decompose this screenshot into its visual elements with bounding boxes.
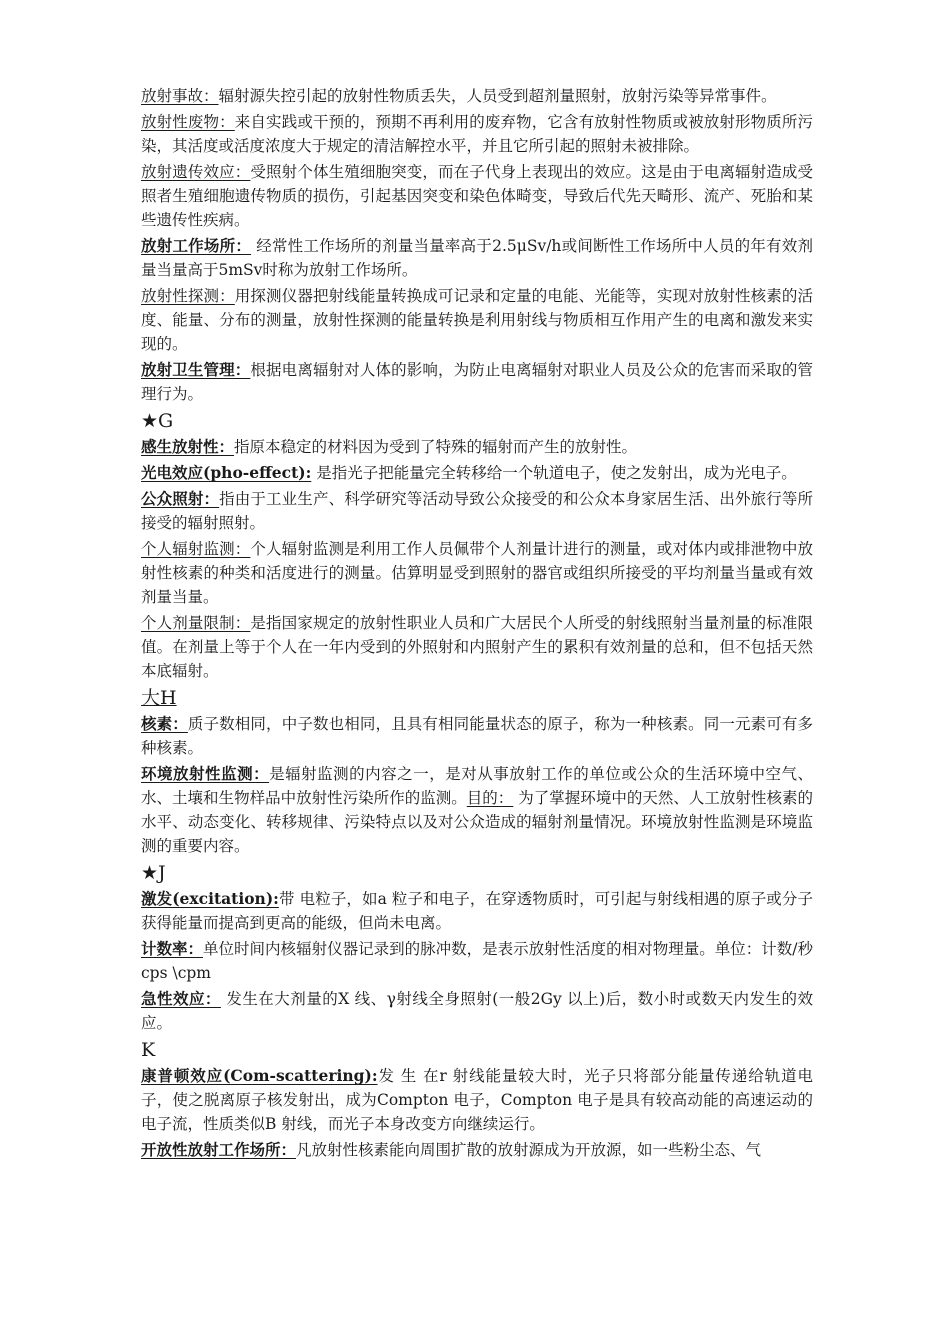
entry-text: 发 生 在r 射线能量较大时，光子只将部分能量传递给轨道电子，使之脱离原子核发射出，成为Compton 电子，Compton 电子是具有较高动能的高速运动的电子流，性质类似B 射线，而光子本身改变方向继续运行。 <box>141 1067 813 1133</box>
entry-excitation <box>141 887 813 935</box>
entry-text: 凡放射性核素能向周围扩散的放射源成为开放源，如一些粉尘态、气 <box>296 1141 762 1159</box>
entry-text: 是辐射监测的内容之一，是对从事放射工作的单位或公众的生活环境中空气、水、土壤和生物样品中放射性污染所作的监测。 <box>141 765 813 807</box>
entry-term: 开放性放射工作场所： <box>141 1140 297 1159</box>
entry-text: 质子数相同，中子数也相同，且具有相同能量状态的原子，称为一种核素。同一元素可有多种核素。 <box>141 715 813 757</box>
entry-text: 带 电粒子，如a 粒子和电子，在穿透物质时，可引起与射线相遇的原子或分子获得能量而提高到更高的能级，但尚未电离。 <box>141 890 813 932</box>
entry-text: 是指光子把能量完全转移给一个轨道电子，使之发射出，成为光电子。 <box>311 464 797 482</box>
document-page <box>141 84 813 1164</box>
star-icon: ★ <box>141 862 159 884</box>
entry-count-rate <box>141 937 813 985</box>
entry-text: 指原本稳定的材料因为受到了特殊的辐射而产生的放射性。 <box>234 438 638 456</box>
section-letter: G <box>158 410 174 432</box>
section-letter: J <box>158 862 166 884</box>
entry-text: 受照射个体生殖细胞突变，而在子代身上表现出的效应。这是由于电离辐射造成受照者生殖细胞遗传物质的损伤，引起基因突变和染色体畸变，导致后代先天畸形、流产、死胎和某些遗传性疾病。 <box>141 163 813 229</box>
entry-personal-monitoring <box>141 537 813 609</box>
star-icon: ★ <box>141 410 159 432</box>
entry-term: 康普顿效应(Com-scattering): <box>141 1066 378 1085</box>
entry-text: 指由于工业生产、科学研究等活动导致公众接受的和公众本身家居生活、出外旅行等所接受的辐射照射。 <box>141 490 813 532</box>
entry-subterm: 目的： <box>466 789 514 807</box>
entry-term: 个人辐射监测： <box>141 540 251 558</box>
entry-induced-radioactivity <box>141 435 813 459</box>
entry-radiation-workplace <box>141 234 813 282</box>
entry-term: 放射性探测： <box>141 287 235 305</box>
entry-nuclide <box>141 712 813 760</box>
entry-text: 是指国家规定的放射性职业人员和广大居民个人所受的射线照射当量剂量的标准限值。在剂量上等于个人在一年内受到的外照射和内照射产生的累积有效剂量的总和，但不包括天然本底辐射。 <box>141 614 813 680</box>
entry-text: 单位时间内核辐射仪器记录到的脉冲数，是表示放射性活度的相对物理量。单位：计数/秒 cps \cpm <box>141 940 813 982</box>
entry-term: 放射工作场所： <box>141 236 252 255</box>
entry-environmental-monitoring <box>141 762 813 858</box>
entry-term: 感生放射性： <box>141 437 235 456</box>
entry-compton-effect <box>141 1064 813 1136</box>
entry-text: 经常性工作场所的剂量当量率高于2.5μSv/h或间断性工作场所中人员的年有效剂量当量高于5mSv时称为放射工作场所。 <box>141 237 813 279</box>
entry-radiation-accident <box>141 84 813 108</box>
entry-personal-dose-limit <box>141 611 813 683</box>
entry-radiation-health-management <box>141 358 813 406</box>
entry-term: 光电效应(pho-effect): <box>141 463 312 482</box>
entry-term: 核素： <box>141 714 188 733</box>
section-heading-h <box>141 685 813 711</box>
entry-term: 放射卫生管理： <box>141 360 251 379</box>
entry-term: 放射遗传效应： <box>141 163 251 181</box>
entry-radioactive-waste <box>141 110 813 158</box>
entry-photoelectric-effect <box>141 461 813 485</box>
section-heading-j <box>141 860 813 886</box>
entry-term: 环境放射性监测： <box>141 764 270 783</box>
entry-open-workplace <box>141 1138 813 1162</box>
entry-text: 为了掌握环境中的天然、人工放射性核素的水平、动态变化、转移规律、污染特点以及对公众造成的辐射剂量情况。环境放射性监测是环境监测的重要内容。 <box>141 789 813 855</box>
section-heading-g <box>141 408 813 434</box>
entry-acute-effect <box>141 987 813 1035</box>
entry-text: 根据电离辐射对人体的影响，为防止电离辐射对职业人员及公众的危害而采取的管理行为。 <box>141 361 813 403</box>
section-letter: 大H <box>141 687 177 709</box>
entry-term: 放射性废物： <box>141 113 235 131</box>
entry-text: 来自实践或干预的，预期不再利用的废弃物，它含有放射性物质或被放射形物质所污染，其活度或活度浓度大于规定的清洁解控水平，并且它所引起的照射未被排除。 <box>141 113 813 155</box>
entry-text: 个人辐射监测是利用工作人员佩带个人剂量计进行的测量，或对体内或排泄物中放射性核素的种类和活度进行的测量。估算明显受到照射的器官或组织所接受的平均剂量当量或有效剂量当量。 <box>141 540 813 606</box>
entry-public-exposure <box>141 487 813 535</box>
entry-radioactivity-detection <box>141 284 813 356</box>
entry-term: 急性效应： <box>141 989 221 1008</box>
entry-text: 用探测仪器把射线能量转换成可记录和定量的电能、光能等，实现对放射性核素的活度、能量、分布的测量，放射性探测的能量转换是利用射线与物质相互作用产生的电离和激发来实现的。 <box>141 287 813 353</box>
entry-term: 激发(excitation): <box>141 889 279 908</box>
entry-text: 发生在大剂量的X 线、γ射线全身照射(一般2Gy 以上)后，数小时或数天内发生的效应。 <box>141 990 813 1032</box>
entry-term: 放射事故： <box>141 87 219 105</box>
entry-term: 个人剂量限制： <box>141 614 251 632</box>
entry-text: 辐射源失控引起的放射性物质丢失，人员受到超剂量照射，放射污染等异常事件。 <box>218 87 777 105</box>
entry-term: 公众照射： <box>141 489 220 508</box>
entry-hereditary-effect <box>141 160 813 232</box>
section-heading-k <box>141 1037 813 1063</box>
entry-term: 计数率： <box>141 939 204 958</box>
section-letter: K <box>141 1039 156 1061</box>
